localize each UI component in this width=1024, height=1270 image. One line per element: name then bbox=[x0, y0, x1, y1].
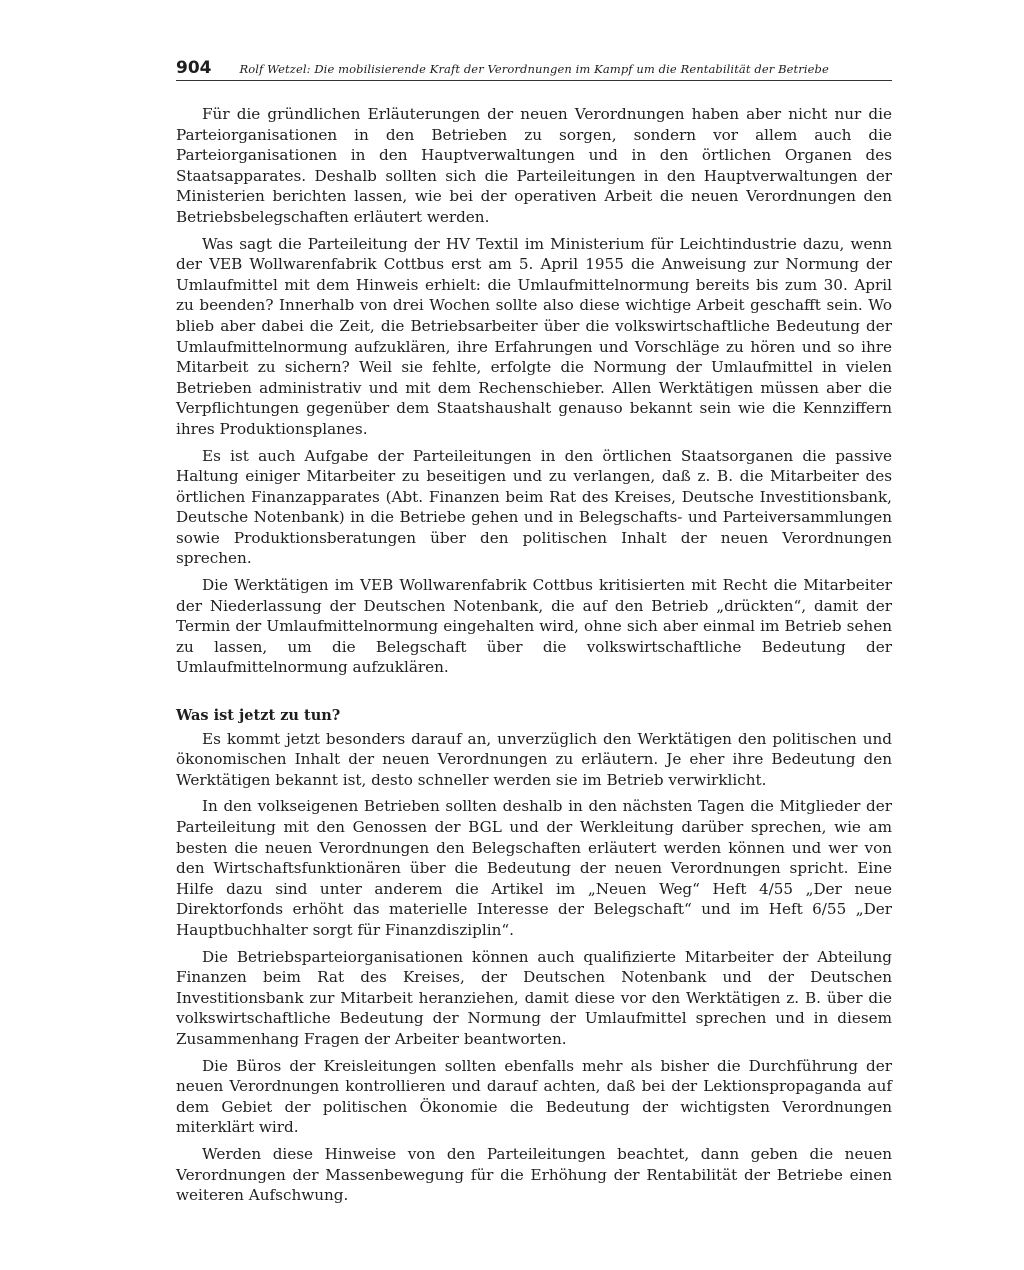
paragraph: Die Betriebsparteiorganisationen können auch qualifizierte Mitarbeiter der Abteilung Finanzen beim Rat des Kreises, der Deutschen Notenbank und der Deutschen Investitionsbank zur Mitarbeit heranziehen, damit diese vor den Werktätigen z. B. über die volkswirtschaftliche Bedeutung der Normung der Umlaufmittel sprechen und in diesem Zusammenhang Fragen der Arbeiter beantworten. bbox=[176, 947, 892, 1048]
paragraph: Die Büros der Kreisleitungen sollten ebenfalls mehr als bisher die Durchführung der neuen Verordnungen kontrollieren und darauf achten, daß bei der Lektionspropaganda auf dem Gebiet der politischen Ökonomie die Bedeutung der wichtigsten Verordnungen miterklärt wird. bbox=[176, 1056, 892, 1137]
paragraph: Es ist auch Aufgabe der Parteileitungen in den örtlichen Staatsorganen die passive Haltung einiger Mitarbeiter zu beseitigen und zu verlangen, daß z. B. die Mitarbeiter des örtlichen Finanzapparates (Abt. Finanzen beim Rat des Kreises, Deutsche Investitionsbank, Deutsche Notenbank) in die Betriebe gehen und in Belegschafts- und Parteiversammlungen sowie Produktionsberatungen über den politischen Inhalt der neuen Verordnungen sprechen. bbox=[176, 446, 892, 568]
section-heading: Was ist jetzt zu tun? bbox=[176, 707, 341, 725]
page-header bbox=[176, 58, 892, 81]
paragraph: Es kommt jetzt besonders darauf an, unverzüglich den Werktätigen den politischen und ökonomischen Inhalt der neuen Verordnungen zu erläutern. Je eher ihre Bedeutung den Werktätigen bekannt ist, desto schneller werden sie im Betrieb verwirklicht. bbox=[176, 729, 892, 789]
paragraph: In den volkseigenen Betrieben sollten deshalb in den nächsten Tagen die Mitglieder der Parteileitung mit den Genossen der BGL und der Werkleitung darüber sprechen, wie am besten die neuen Verordnungen den Belegschaften erläutert werden können und wer von den Wirtschaftsfunktionären über die Bedeutung der neuen Verordnungen spricht. Eine Hilfe dazu sind unter anderem die Artikel im „Neuen Weg“ Heft 4/55 „Der neue Direktorfonds erhöht das materielle Interesse der Belegschaft“ und im Heft 6/55 „Der Hauptbuchhalter sorgt für Finanzdisziplin“. bbox=[176, 797, 892, 939]
paragraph: Werden diese Hinweise von den Parteileitungen beachtet, dann geben die neuen Verordnungen der Massenbewegung für die Erhöhung der Rentabilität der Betriebe einen weiteren Aufschwung. bbox=[176, 1144, 892, 1205]
paragraph: Die Werktätigen im VEB Wollwarenfabrik Cottbus kritisierten mit Recht die Mitarbeiter der Niederlassung der Deutschen Notenbank, die auf den Betrieb „drückten“, damit der Termin der Umlaufmittelnormung eingehalten wird, ohne sich aber einmal im Betrieb sehen zu lassen, um die Belegschaft über die volkswirtschaftliche Bedeutung der Umlaufmittelnormung aufzuklären. bbox=[176, 576, 892, 677]
running-title: Rolf Wetzel: Die mobilisierende Kraft der Verordnungen im Kampf um die Rentabilität der Betriebe bbox=[239, 62, 829, 76]
paragraph: Für die gründlichen Erläuterungen der neuen Verordnungen haben aber nicht nur die Parteiorganisationen in den Betrieben zu sorgen, sondern vor allem auch die Parteiorganisationen in den Hauptverwaltungen und in den örtlichen Organen des Staatsapparates. Deshalb sollten sich die Parteileitungen in den Hauptverwaltungen der Ministerien berichten lassen, wie bei der operativen Arbeit die neuen Verordnungen den Betriebsbelegschaften erläutert werden. bbox=[176, 105, 892, 226]
page-number: 904 bbox=[176, 58, 212, 78]
paragraph: Was sagt die Parteileitung der HV Textil im Ministerium für Leichtindustrie dazu, wenn der VEB Wollwarenfabrik Cottbus erst am 5. April 1955 die Anweisung zur Normung der Umlaufmittel mit dem Hinweis erhielt: die Umlaufmittelnormung bereits bis zum 30. April zu beenden? Innerhalb von drei Wochen sollte also diese wichtige Arbeit geschafft sein. Wo blieb aber dabei die Zeit, die Betriebsarbeiter über die volkswirtschaftliche Bedeutung der Umlaufmittelnormung aufzuklären, ihre Erfahrungen und Vorschläge zu hören und so ihre Mitarbeit zu sichern? Weil sie fehlte, erfolgte die Normung der Umlaufmittel in vielen Betrieben administrativ und mit dem Rechenschieber. Allen Werktätigen müssen aber die Verpflichtungen gegenüber dem Staatshaushalt genauso bekannt sein wie die Kennziffern ihres Produktionsplanes. bbox=[176, 234, 892, 438]
article-body bbox=[176, 104, 892, 1212]
